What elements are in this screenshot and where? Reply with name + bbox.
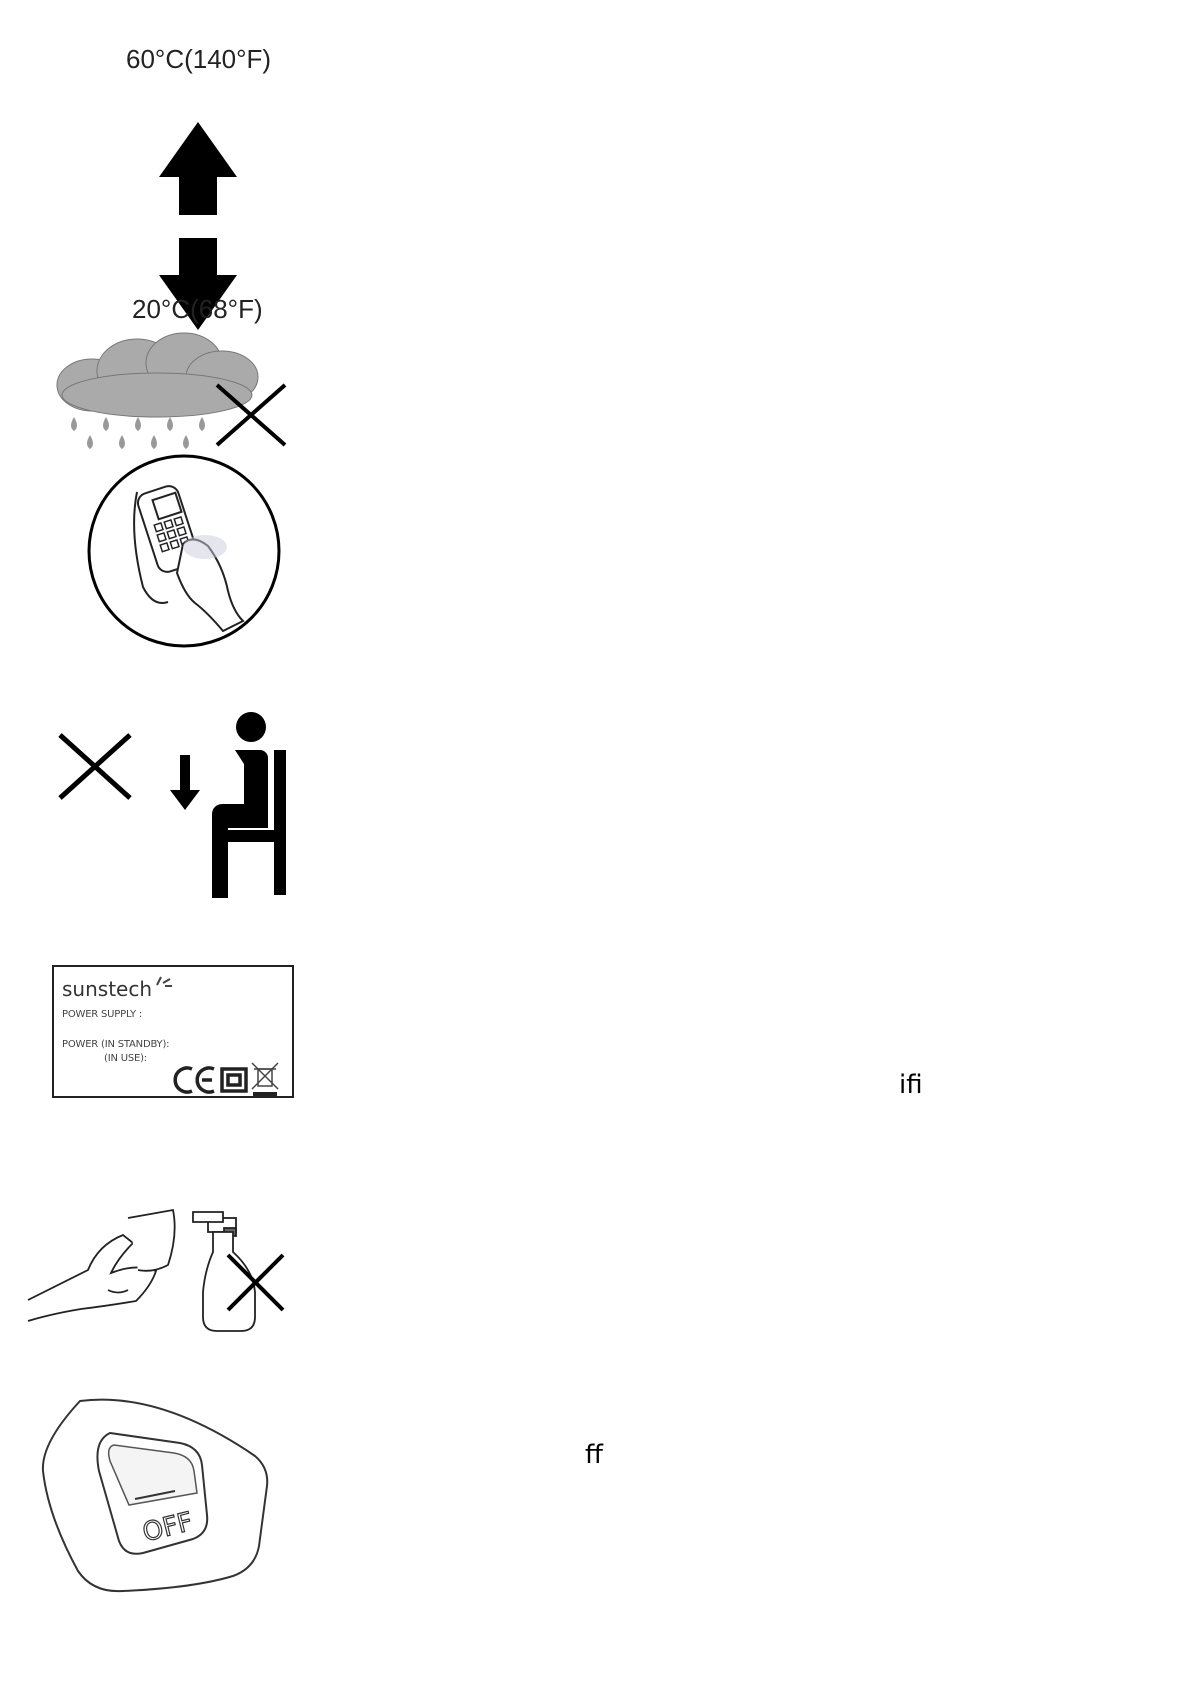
power-supply-text: POWER SUPPLY : [62,1009,143,1020]
certification-marks-icon [174,1059,292,1097]
cross-icon [60,735,130,798]
power-standby-text: POWER (IN STANDBY): [62,1039,170,1050]
phone-handling-icon [85,452,285,652]
spark-icon [154,973,174,987]
ligature-ff-text: ff [585,1440,603,1470]
off-label: OFF [139,1506,196,1549]
temperature-range-icon [110,40,310,330]
no-sitting-icon [55,710,295,895]
no-spray-cleaning-icon [28,1200,288,1330]
brand-logo: sunstech [62,977,153,1001]
max-temperature-label: 60°C(140°F) [126,44,272,74]
min-temperature-label: 20°C(68°F) [132,294,263,324]
rating-label-icon [52,965,294,1098]
ligature-fi-text: ifi [899,1070,923,1100]
no-rain-icon [52,335,292,455]
power-in-use-text: (IN USE): [104,1053,147,1064]
power-off-switch-icon [40,1385,280,1595]
